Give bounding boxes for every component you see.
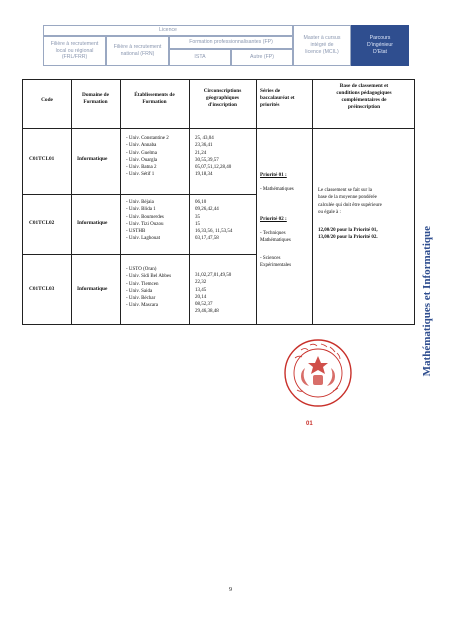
row-code: C01TCL01	[29, 156, 55, 162]
header-code: Code	[41, 97, 53, 103]
legend-autre-fp: Autre (FP)	[231, 49, 293, 66]
stamp-number: 01	[306, 421, 313, 427]
licence-legend	[43, 25, 409, 66]
formation-table	[22, 79, 415, 325]
header-base: Base de classement et conditions pédagogiques complémentaires de préinscription	[336, 83, 392, 111]
legend-frn: Filière à recrutement national (FRN)	[106, 36, 169, 66]
row-domain: Informatique	[77, 156, 108, 162]
row-circonscriptions: 25, 43,04 23,36,41 21,24 30,55,39,57 05,07,51,12,28,40 19,18,34	[195, 136, 232, 178]
base-thresholds: 12,00/20 pour la Priorité 01, 13,00/20 pour la Priorité 02.	[318, 228, 378, 241]
header-circonscriptions: Circonscriptions géographiques d'inscription	[203, 88, 242, 109]
row-domain: Informatique	[77, 286, 108, 292]
row-circonscriptions: 06,10 09,26,42,44 35 15 16,33,56, 11,53,54 03,17,47,58	[195, 200, 233, 242]
row-etablissements: - USTO (Oran) - Univ. Sidi Bel Abbes - Univ. Tlemcen - Univ. Saida - Univ. Béchar - Univ. Mascara	[126, 267, 172, 309]
legend-frl: Filière à recrutement local ou régional (FRL/FRR)	[43, 36, 106, 66]
row-code: C01TCL03	[29, 286, 55, 292]
header-series: Séries de baccalauréat et priorités	[260, 88, 295, 109]
priority-02-series-b: - Sciences Expérimentales	[260, 256, 292, 269]
row-domain: Informatique	[77, 220, 108, 226]
priority-02-series: - Techniques Mathématiques	[260, 231, 291, 244]
legend-ista: ISTA	[169, 49, 231, 66]
official-stamp	[283, 338, 353, 408]
row-etablissements: - Univ. Constantine 2 - Univ. Annaba - Univ. Guelma - Univ. Ouargla - Univ. Batna 2 - Univ. Sétif 1	[126, 136, 169, 178]
base-text: Le classement se fait sur la base de la moyenne pondérée calculée qui doit être supérieure ou égale à :	[318, 188, 382, 215]
legend-mcil: Master à cursus intégré de licence (MCIL)	[293, 25, 351, 66]
row-etablissements: - Univ. Béjaia - Univ. Blida 1 - Univ. Boumerdes - Univ. Tizi Ouzou - USTHB - Univ. Laghouat	[126, 200, 164, 242]
row-code: C01TCL02	[29, 220, 55, 226]
legend-licence: Licence	[43, 25, 293, 36]
side-section-title: Mathématiques et Informatique	[421, 225, 433, 377]
priority-01-series: - Mathématiques	[260, 187, 294, 192]
legend-ingenieur: Parcours D'ingénieur D'Etat	[351, 25, 409, 66]
priority-01-label: Priorité 01 :	[260, 172, 287, 178]
row-circonscriptions: 31,02,27,01,49,50 22,32 13,45 20,14 08,52,37 29,46,38,48	[195, 273, 232, 315]
page-number: 9	[229, 587, 232, 593]
header-etablissements: Établissements de Formation	[134, 92, 175, 106]
priority-02-label: Priorité 02 :	[260, 216, 287, 222]
legend-fp: Formation professionnalisantes (FP)	[169, 36, 293, 49]
header-domaine: Domaine de Formation	[82, 92, 109, 106]
